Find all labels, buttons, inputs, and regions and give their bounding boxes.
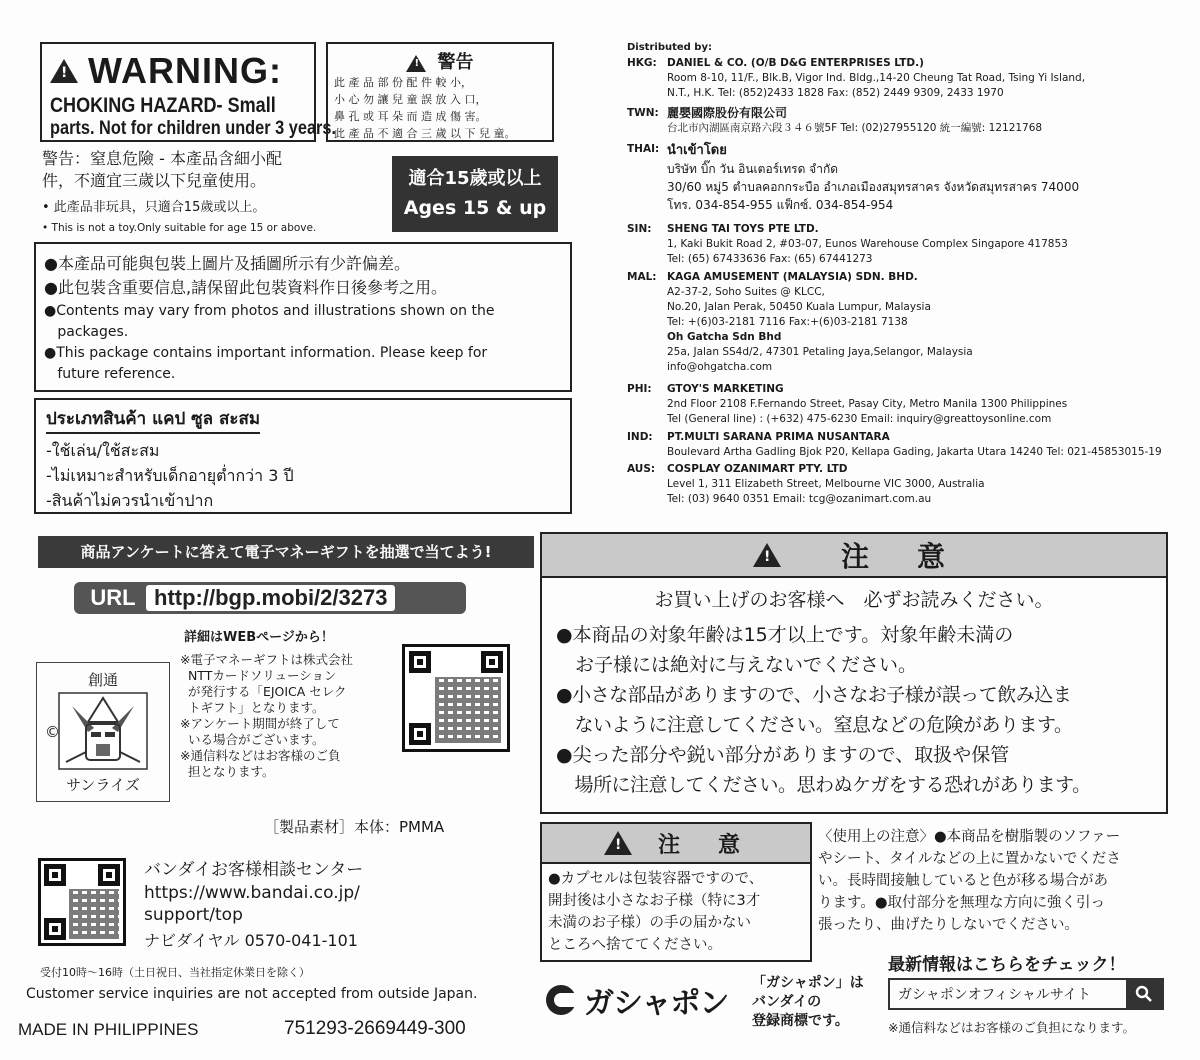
caution-line-1: ●本商品の対象年齢は15才以上です。対象年齢未満の xyxy=(556,624,1014,646)
caution-box xyxy=(540,532,1168,814)
distributor-detail-line: 1, Kaki Bukit Road 2, #03-07, Eunos Warehouse Complex Singapore 417853 xyxy=(667,238,1068,250)
copyright-top: 創通 xyxy=(87,671,118,689)
caution-small-title: 注 意 xyxy=(657,832,748,858)
distributor-detail-line: Tel (General line) : (+632) 475-6230 Email: inquiry@greattoysonline.com xyxy=(667,413,1052,425)
gashapon-logo-text: ガシャポン xyxy=(584,986,729,1021)
info-line-1: ●本產品可能與包裝上圖片及插圖所示有少許偏差。 xyxy=(44,254,410,273)
notice-zh xyxy=(42,148,382,236)
survey-url[interactable] xyxy=(74,582,466,614)
info-line-3: ●Contents may vary from photos and illustrations shown on the xyxy=(44,303,495,319)
support-url-2[interactable]: support/top xyxy=(144,905,243,925)
distributor-country-code: PHI: xyxy=(627,383,652,395)
warning-zh-title: 警告 xyxy=(437,52,474,73)
info-line-5: ●This package contains important information. Please keep for xyxy=(44,345,488,361)
survey-details: 詳細はWEBページから！ xyxy=(184,630,334,645)
notice-zh-line-1: 警告：窒息危險 - 本產品含細小配 xyxy=(42,149,282,168)
notice-zh-line-4: • This is not a toy.Only suitable for age 15 or above. xyxy=(42,222,317,234)
survey-note-2: NTTカードソリューション xyxy=(180,668,337,683)
search-button[interactable] xyxy=(1126,980,1162,1008)
support-info xyxy=(144,858,363,956)
distributor-detail-line: 台北市內湖區南京路六段３４６號5F Tel: (02)27955120 統一編號: 12121768 xyxy=(667,122,1043,134)
made-in: MADE IN PHILIPPINES xyxy=(18,1020,199,1039)
usage-notes xyxy=(818,826,1174,936)
caution-header xyxy=(542,534,1166,578)
info-line-2: ●此包裝含重要信息,請保留此包裝資料作日後參考之用。 xyxy=(44,278,448,297)
usage-line-4: ります。●取付部分を無理な方向に強く引っ xyxy=(818,895,1105,911)
survey-note-8: 担となります。 xyxy=(180,764,275,779)
trademark-line-1: 「ガシャポン」は xyxy=(752,975,864,991)
gundam-head-icon xyxy=(58,692,148,770)
caution-line-5: ●尖った部分や鋭い部分がありますので、取扱や保管 xyxy=(556,744,1010,766)
gashapon-mascot-icon xyxy=(544,983,578,1017)
warning-icon xyxy=(50,59,78,83)
distributor-detail-line: Tel: (03) 9640 0351 Email: tcg@ozanimart.com.au xyxy=(667,493,932,505)
thai-line-1: -ใช้เล่น/ใช้สะสม xyxy=(46,441,160,460)
info-line-4: packages. xyxy=(44,324,129,340)
thai-line-2: -ไม่เหมาะสำหรับเด็กอายุต่ำกว่า 3 ปี xyxy=(46,466,294,485)
caution-title: 注 意 xyxy=(840,540,955,573)
search-icon xyxy=(1135,985,1153,1003)
survey-note-6: いる場合がございます。 xyxy=(180,732,325,747)
warning-zh-box xyxy=(326,42,554,142)
usage-line-1: 〈使用上の注意〉●本商品を樹脂製のソファー xyxy=(818,829,1121,845)
support-hours: 受付10時～16時（土日祝日、当社指定休業日を除く） xyxy=(40,966,310,979)
warning-zh-line-4: 此 產 品 不 適 合 三 歲 以 下 兒 童。 xyxy=(334,127,516,140)
distributor-country-code: SIN: xyxy=(627,223,652,235)
caution-small-line-1: ●カプセルは包装容器ですので、 xyxy=(548,871,764,887)
distributor-country-code: HKG: xyxy=(627,57,657,69)
url-label: URL xyxy=(90,585,136,610)
distributor-detail-line: 25a, Jalan SS4d/2, 47301 Petaling Jaya,Selangor, Malaysia xyxy=(667,346,973,358)
survey-note-3: が発行する「EJOICA セレク xyxy=(180,684,347,699)
info-line-6: future reference. xyxy=(44,366,176,382)
material: ［製品素材］本体：PMMA xyxy=(264,818,445,836)
distributor-detail-line: 30/60 หมู่5 ตำบลคอกกระบือ อำเภอเมืองสมุทรสาคร จังหวัดสมุทรสาคร 74000 xyxy=(667,180,1080,194)
info-box xyxy=(34,242,572,392)
distributor-detail-line: Boulevard Artha Gadling Bjok P20, Kellapa Gading, Jakarta Utara 14240 Tel: 021-45853015-19 xyxy=(667,446,1162,458)
age-badge-en: Ages 15 & up xyxy=(403,197,547,219)
survey-note-1: ※電子マネーギフトは株式会社 xyxy=(180,652,353,667)
distributor-detail-line: N.T., H.K. Tel: (852)2433 1828 Fax: (852) 2449 9309, 2433 1970 xyxy=(667,87,1004,99)
age-badge xyxy=(392,156,558,232)
trademark-line-3: 登録商標です。 xyxy=(752,1013,849,1029)
distributor-country-code: MAL: xyxy=(627,271,657,283)
caution-small-box xyxy=(540,822,812,962)
usage-line-2: やシート、タイルなどの上に置かないでくださ xyxy=(818,851,1121,867)
survey-qr-code[interactable] xyxy=(402,644,510,752)
warning-zh-icon xyxy=(406,55,426,72)
warning-line-2: parts. Not for children under 3 years. xyxy=(50,118,337,139)
warning-box xyxy=(40,42,337,142)
distributor-detail-line: Room 8-10, 11/F., Blk.B, Vigor Ind. Bldg.,14-20 Cheung Tat Road, Tsing Yi Island, xyxy=(667,72,1086,84)
latest-note: ※通信料などはお客様のご負担になります。 xyxy=(888,1020,1135,1035)
warning-title: WARNING: xyxy=(88,50,282,91)
caution-subtitle: お買い上げのお客様へ 必ずお読みください。 xyxy=(654,589,1054,611)
url-link[interactable]: http://bgp.mobi/2/3273 xyxy=(146,585,395,611)
thai-line-3: -สินค้าไม่ควรนำเข้าปาก xyxy=(46,491,214,510)
survey-note-5: ※アンケート期間が終了して xyxy=(180,716,340,731)
caution-icon xyxy=(753,543,781,567)
support-notice: Customer service inquiries are not accepted from outside Japan. xyxy=(26,986,478,1002)
caution-small-line-4: ところへ捨ててください。 xyxy=(548,937,722,953)
warning-zh-line-1: 此 產 品 部 份 配 件 較 小， xyxy=(334,76,472,89)
distributor-company: PT.MULTI SARANA PRIMA NUSANTARA xyxy=(667,431,890,443)
notice-zh-line-2: 件，不適宜三歲以下兒童使用。 xyxy=(42,171,267,190)
caution-small-header xyxy=(542,824,810,864)
thai-title: ประเภทสินค้า แคป ซูล สะสม xyxy=(46,406,260,434)
usage-line-3: い。長時間接触していると色が移る場合があ xyxy=(818,873,1108,889)
trademark-line-2: バンダイの xyxy=(752,994,822,1010)
support-qr-code[interactable] xyxy=(38,858,126,946)
caution-small-icon xyxy=(604,831,632,855)
survey-banner-text: 商品アンケートに答えて電子マネーギフトを抽選で当てよう! xyxy=(80,543,492,561)
distributor-company: 麗嬰國際股份有限公司 xyxy=(667,106,788,120)
latest-heading: 最新情報はこちらをチェック！ xyxy=(888,955,1126,975)
distributor-detail-line: A2-37-2, Soho Suites @ KLCC, xyxy=(667,286,825,298)
distributor-company: KAGA AMUSEMENT (MALAYSIA) SDN. BHD. xyxy=(667,271,918,283)
survey-note-7: ※通信料などはお客様のご負 xyxy=(180,748,341,763)
distributor-company: นำเข้าโดย xyxy=(667,143,727,158)
distributor-detail-line: โทร. 034-854-955 แฟ็กซ์. 034-854-954 xyxy=(667,198,894,212)
caution-small-line-2: 開封後は小さなお子様（特に3才 xyxy=(548,893,761,909)
support-title: バンダイお客様相談センター xyxy=(144,860,364,880)
distributor-detail-line: Oh Gatcha Sdn Bhd xyxy=(667,331,782,343)
distributor-country-code: THAI: xyxy=(627,143,660,155)
support-dial: ナビダイヤル 0570-041-101 xyxy=(144,931,358,950)
caution-line-3: ●小さな部品がありますので、小さなお子様が誤って飲み込ま xyxy=(556,684,1072,706)
distributors-heading: Distributed by: xyxy=(627,42,712,53)
distributor-detail-line: 2nd Floor 2108 F.Fernando Street, Pasay City, Metro Manila 1300 Philippines xyxy=(667,398,1068,410)
distributor-country-code: TWN: xyxy=(627,107,659,119)
caution-line-4: ないように注意してください。窒息などの危険があります。 xyxy=(556,714,1073,736)
age-badge-zh: 適合15歲或以上 xyxy=(408,168,542,189)
distributor-detail-line: Level 1, 311 Elizabeth Street, Melbourne VIC 3000, Australia xyxy=(667,478,985,490)
usage-line-5: 張ったり、曲げたりしないでください。 xyxy=(818,917,1079,933)
survey-note-4: トギフト」となります。 xyxy=(180,700,325,715)
barcode-number: 751293-2669449-300 xyxy=(284,1018,466,1039)
trademark xyxy=(752,974,864,1031)
gashapon-logo xyxy=(544,978,728,1022)
support-url-1[interactable]: https://www.bandai.co.jp/ xyxy=(144,883,360,903)
official-site-search[interactable] xyxy=(888,978,1164,1010)
distributor-detail-line: info@ohgatcha.com xyxy=(667,361,773,373)
caution-line-6: 場所に注意してください。思わぬケガをする恐れがあります。 xyxy=(556,774,1091,796)
survey-banner xyxy=(38,536,534,568)
distributor-detail-line: Tel: (65) 67433636 Fax: (65) 67441273 xyxy=(667,253,873,265)
distributor-country-code: IND: xyxy=(627,431,653,443)
distributor-country-code: AUS: xyxy=(627,463,656,475)
warning-zh-line-3: 鼻 孔 或 耳 朵 而 造 成 傷 害。 xyxy=(334,110,487,123)
notice-zh-line-3: • 此產品非玩具，只適合15歲或以上。 xyxy=(42,200,266,215)
distributor-company: SHENG TAI TOYS PTE LTD. xyxy=(667,223,819,235)
survey-notes xyxy=(180,652,390,780)
official-site-search-text: ガシャポンオフィシャルサイト xyxy=(898,987,1091,1003)
thai-box xyxy=(34,398,572,514)
warning-line-1: CHOKING HAZARD- Small xyxy=(50,94,276,117)
copyright-symbol: © xyxy=(45,723,60,741)
caution-line-2: お子様には絶対に与えないでください。 xyxy=(556,654,918,676)
copyright-box xyxy=(36,662,170,802)
copyright-bottom: サンライズ xyxy=(66,776,140,794)
distributor-company: GTOY'S MARKETING xyxy=(667,383,784,395)
distributor-detail-line: บริษัท บิ๊ก วัน อินเตอร์เทรด จำกัด xyxy=(667,162,838,176)
distributor-detail-line: No.20, Jalan Perak, 50450 Kuala Lumpur, Malaysia xyxy=(667,301,931,313)
warning-zh-line-2: 小 心 勿 讓 兒 童 誤 放 入 口， xyxy=(334,93,487,106)
distributor-detail-line: Tel: +(6)03-2181 7116 Fax:+(6)03-2181 7138 xyxy=(667,316,908,328)
distributor-company: DANIEL & CO. (O/B D&G ENTERPRISES LTD.) xyxy=(667,57,924,69)
distributor-company: COSPLAY OZANIMART PTY. LTD xyxy=(667,463,848,475)
caution-small-line-3: 未満のお子様）の手の届かない xyxy=(548,915,751,931)
